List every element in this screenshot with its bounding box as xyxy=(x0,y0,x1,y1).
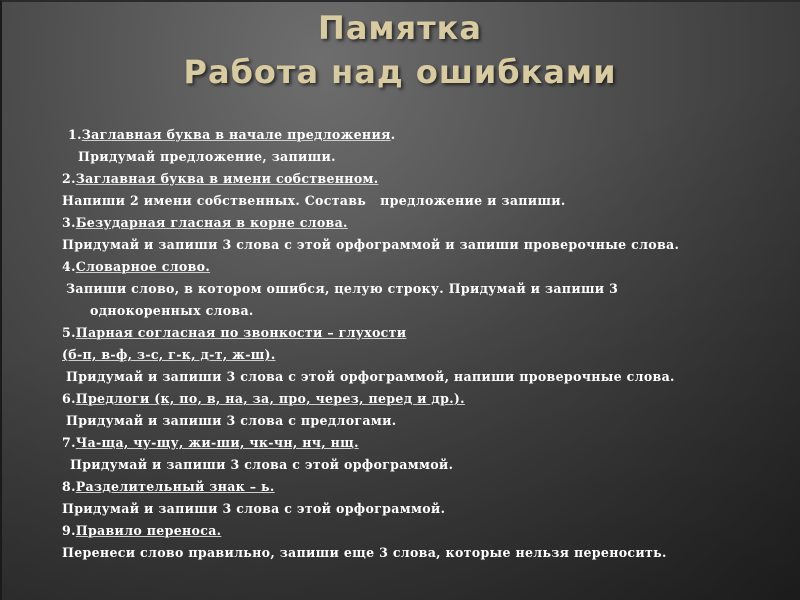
rule-text-1: Заглавная буква в начале предложения xyxy=(81,127,391,142)
rule-line-4 xyxy=(62,256,762,278)
task-line-4-cont: однокоренных слова. xyxy=(90,303,254,318)
task-line-7: Придумай и запиши 3 слова с этой орфограммой. xyxy=(70,457,454,472)
rule-text-6: Предлоги (к, по, в, на, за, про, через, перед и др.). xyxy=(75,391,465,406)
rule-line-1 xyxy=(62,124,762,146)
rule-line-2 xyxy=(62,168,762,190)
rule-line-5-cont xyxy=(62,344,762,366)
task-line-8: Придумай и запиши 3 слова с этой орфограммой. xyxy=(62,501,446,516)
rule-number-6: 6. xyxy=(62,391,76,406)
rule-text-4: Словарное слово. xyxy=(75,259,211,274)
task-line-1: Придумай предложение, запиши. xyxy=(78,149,336,164)
task-line-2 xyxy=(62,190,762,212)
title-line-1: Памятка xyxy=(318,9,482,47)
rule-text-5: Парная согласная по звонкости – глухости xyxy=(75,325,407,340)
rule-line-8 xyxy=(62,476,762,498)
task-line-6: Придумай и запиши 3 слова с предлогами. xyxy=(66,413,397,428)
rule-line-7 xyxy=(62,432,762,454)
task-line-9: Перенеси слово правильно, запиши еще 3 слова, которые нельзя переносить. xyxy=(62,545,667,560)
slide-title xyxy=(0,6,800,94)
rule-number-7: 7. xyxy=(62,435,76,450)
rule-line-9 xyxy=(62,520,762,542)
rule-text-2: Заглавная буква в имени собственном. xyxy=(75,171,379,186)
rule-number-8: 8. xyxy=(62,479,76,494)
task-text-2b: предложение и запиши. xyxy=(380,193,566,208)
rule-text-7: Ча-ща, чу-щу, жи-ши, чк-чн, нч, нщ. xyxy=(75,435,359,450)
rule-line-3 xyxy=(62,212,762,234)
task-line-5: Придумай и запиши 3 слова с этой орфограммой, напиши проверочные слова. xyxy=(66,369,675,384)
rule-number-2: 2. xyxy=(62,171,76,186)
rule-text-3: Безударная гласная в корне слова. xyxy=(75,215,348,230)
title-line-2: Работа над ошибками xyxy=(183,53,617,91)
rule-line-5 xyxy=(62,322,762,344)
memo-list xyxy=(62,124,762,564)
task-line-3: Придумай и запиши 3 слова с этой орфограммой и запиши проверочные слова. xyxy=(62,237,680,252)
rule-number-4: 4. xyxy=(62,259,76,274)
rule-number-5: 5. xyxy=(62,325,76,340)
rule-number-3: 3. xyxy=(62,215,76,230)
rule-text-9: Правило переноса. xyxy=(75,523,222,538)
rule-text-5-cont: (б-п, в-ф, з-с, г-к, д-т, ж-ш). xyxy=(62,347,276,362)
rule-number-9: 9. xyxy=(62,523,76,538)
rule-tail-1: . xyxy=(390,127,396,142)
rule-line-6 xyxy=(62,388,762,410)
task-text-2a: Напиши 2 имени собственных. Составь xyxy=(62,193,367,208)
rule-text-8: Разделительный знак – ь. xyxy=(75,479,275,494)
task-line-4: Запиши слово, в котором ошибся, целую строку. Придумай и запиши 3 xyxy=(66,281,619,296)
rule-number-1: 1. xyxy=(68,127,82,142)
